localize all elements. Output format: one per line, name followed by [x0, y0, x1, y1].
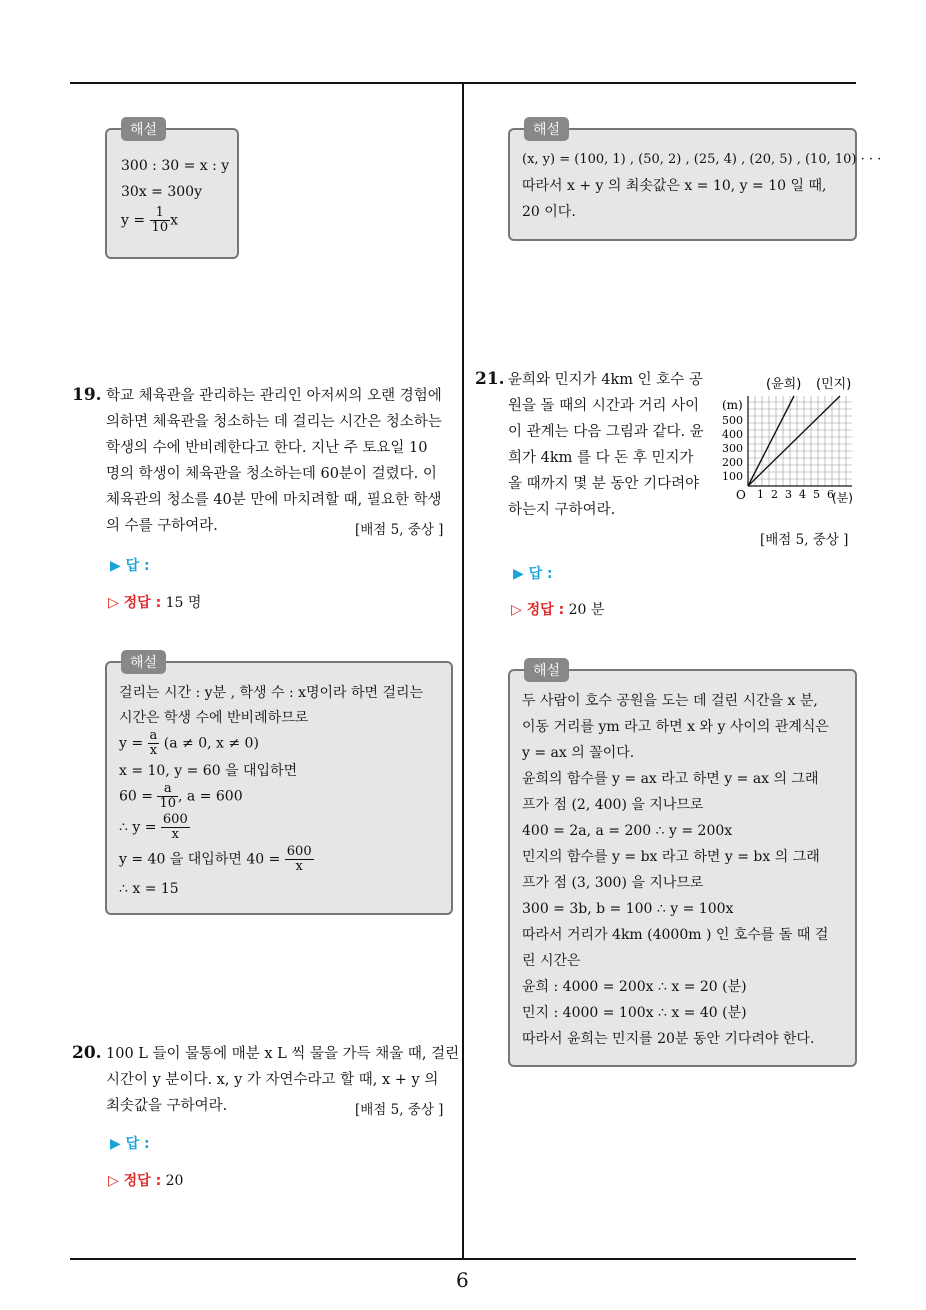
q21-solution-box	[508, 663, 857, 1067]
solution-line: y = $\frac{a}{x}$ (a ≠ 0, x ≠ 0)	[119, 728, 259, 758]
solution-line: 따라서 x + y 의 최솟값은 x = 10, y = 10 일 때,	[522, 178, 827, 194]
solution-line: y = 40 을 대입하면 40 = $\frac{600}{x}$	[119, 844, 312, 874]
question-text: 윤희와 민지가 4km 인 호수 공 원을 돌 때의 시간과 거리 사이 이 관계는 다음 그림과 같다. 윤 희가 4km 를 다 돈 후 민지가 올 때까지 몇 분 동안 기다려야 하는지 구하여라.	[508, 372, 704, 518]
solution-line: 시간은 학생 수에 반비례하므로	[119, 710, 309, 726]
solution-line: y = $\frac{1}{10}$ x	[121, 205, 178, 235]
label-minji: (민지)	[816, 377, 852, 392]
question-text: 100 L 들이 물통에 매분 x L 씩 물을 가득 채울 때, 걸린 시간이 y 분이다. x, y 가 자연수라고 할 때, x + y 의 최솟값을 구하여라.	[106, 1046, 460, 1114]
bottom-rule	[70, 1258, 856, 1260]
x-tick-label: 2	[771, 488, 778, 501]
correct-answer: ▷ 정답 : 20 분	[511, 602, 605, 618]
solution-line: 프가 점 (3, 300) 을 지나므로	[522, 875, 704, 891]
solution-line: 60 = $\frac{a}{10}$ , a = 600	[119, 781, 243, 811]
answer-label: ▶ 답 :	[110, 1136, 150, 1152]
page-number: 6	[456, 1268, 469, 1292]
solution-line: 300 : 30 = x : y	[121, 158, 230, 174]
solution-line: x = 10, y = 60 을 대입하면	[119, 763, 298, 779]
column-divider	[462, 82, 464, 1260]
x-tick-label: 4	[799, 488, 806, 501]
x-tick-label: 3	[785, 488, 792, 501]
solution-line: 민지 : 4000 = 100x ∴ x = 40 (분)	[522, 1005, 747, 1021]
solution-tag: 해설	[121, 117, 166, 141]
solution-line: 20 이다.	[522, 204, 576, 220]
solution-line: 프가 점 (2, 400) 을 지나므로	[522, 797, 704, 813]
solution-line: 윤희 : 4000 = 200x ∴ x = 20 (분)	[522, 979, 747, 995]
correct-answer: ▷ 정답 : 20	[108, 1173, 184, 1189]
score-label: [배점 5, 중상 ]	[355, 1102, 444, 1118]
y-tick-label: 100	[722, 470, 743, 483]
solution-line: ∴ x = 15	[119, 881, 179, 897]
solution-line: 따라서 윤희는 민지를 20분 동안 기다려야 한다.	[522, 1031, 815, 1047]
y-tick-label: 500	[722, 414, 743, 427]
answer-label: ▶ 답 :	[110, 558, 150, 574]
x-tick-label: 6	[827, 488, 834, 501]
graph-grid	[748, 396, 852, 486]
y-tick-label: 400	[722, 428, 743, 441]
solution-line: 400 = 2a, a = 200 ∴ y = 200x	[522, 823, 733, 839]
solution-line: 민지의 함수를 y = bx 라고 하면 y = bx 의 그래	[522, 849, 820, 865]
x-tick-label: 1	[757, 488, 764, 501]
answer-label: ▶ 답 :	[513, 566, 553, 582]
solution-line: 따라서 거리가 4km (4000m ) 인 호수를 돌 때 걸	[522, 927, 829, 943]
solution-tag: 해설	[524, 117, 569, 141]
solution-line: 걸리는 시간 : y분 , 학생 수 : x명이라 하면 걸리는	[119, 685, 424, 701]
x-unit-label: (분)	[832, 491, 853, 505]
distance-time-graph	[716, 370, 862, 512]
label-yunhee: (윤희)	[766, 377, 802, 392]
question-text: 학교 체육관을 관리하는 관리인 아저씨의 오랜 경험에 의하면 체육관을 청소하는 데 걸리는 시간은 청소하는 학생의 수에 반비례한다고 한다. 지난 주 토요일 10 명의 학생이 체육관을 청소하는데 60분이 걸렸다. 이 체육관의 청소를 40분 만에 마치려할 때, 필요한 학생 의 수를 구하여라.	[106, 388, 442, 534]
solution-line: 300 = 3b, b = 100 ∴ y = 100x	[522, 901, 734, 917]
solution-line: (x, y) = (100, 1) , (50, 2) , (25, 4) , (20, 5) , (10, 10) · · ·	[522, 152, 882, 167]
question-number: 19.	[72, 385, 102, 405]
q18-solution-box	[105, 122, 239, 259]
y-unit-label: (m)	[722, 398, 743, 412]
solution-line: 윤희의 함수를 y = ax 라고 하면 y = ax 의 그래	[522, 771, 819, 787]
solution-line: 30x = 300y	[121, 184, 202, 200]
solution-tag: 해설	[121, 650, 166, 674]
x-tick-label: 5	[813, 488, 820, 501]
solution-tag: 해설	[524, 658, 569, 682]
question-number: 20.	[72, 1043, 102, 1063]
solution-line: 두 사람이 호수 공원을 도는 데 걸린 시간을 x 분,	[522, 693, 818, 709]
score-label: [배점 5, 중상 ]	[355, 522, 444, 538]
solution-line: y = ax 의 꼴이다.	[522, 745, 635, 761]
solution-line: 이동 거리를 ym 라고 하면 x 와 y 사이의 관계식은	[522, 719, 829, 735]
y-tick-label: 200	[722, 456, 743, 469]
solution-line: ∴ y = $\frac{600}{x}$	[119, 812, 188, 842]
solution-line: 린 시간은	[522, 953, 581, 969]
score-label: [배점 5, 중상 ]	[760, 532, 849, 548]
correct-answer: ▷ 정답 : 15 명	[108, 595, 202, 611]
y-tick-label: 300	[722, 442, 743, 455]
origin-label: O	[736, 488, 746, 502]
q20-solution-box	[508, 122, 882, 241]
question-number: 21.	[475, 369, 505, 389]
q19-solution-box	[105, 655, 453, 915]
